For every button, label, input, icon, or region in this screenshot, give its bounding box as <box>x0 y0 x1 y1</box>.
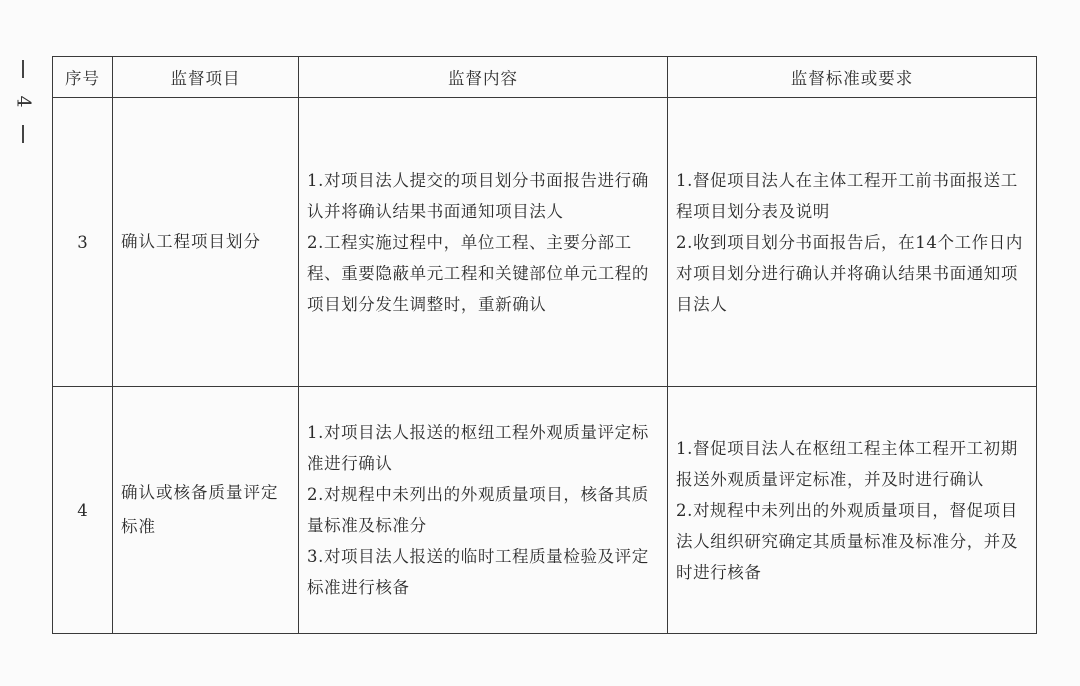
row-item: 确认或核备质量评定标准 <box>113 387 299 634</box>
table-header-row <box>53 57 1037 98</box>
row-content <box>299 98 668 387</box>
header-content: 监督内容 <box>299 57 668 98</box>
standard-line: 1.督促项目法人在枢纽工程主体工程开工初期报送外观质量评定标准，并及时进行确认 <box>676 438 1018 489</box>
row-standard <box>668 98 1037 387</box>
row-standard <box>668 387 1037 634</box>
content-line: 1.对项目法人提交的项目划分书面报告进行确认并将确认结果书面通知项目法人 <box>307 170 649 221</box>
page-number-dash-top <box>22 60 24 78</box>
row-seq: 3 <box>53 98 113 387</box>
content-line: 3.对项目法人报送的临时工程质量检验及评定标准进行核备 <box>307 547 649 597</box>
content-line: 2.对规程中未列出的外观质量项目，核备其质量标准及标准分 <box>307 485 649 535</box>
header-seq: 序号 <box>53 57 113 98</box>
row-content <box>299 387 668 634</box>
supervision-table <box>52 56 1037 634</box>
standard-line: 2.对规程中未列出的外观质量项目，督促项目法人组织研究确定其质量标准及标准分，并及时进行核备 <box>676 500 1018 582</box>
standard-line: 2.收到项目划分书面报告后，在14个工作日内对项目划分进行确认并将确认结果书面通知项目法人 <box>676 232 1023 314</box>
content-line: 2.工程实施过程中，单位工程、主要分部工程、重要隐蔽单元工程和关键部位单元工程的项目划分发生调整时，重新确认 <box>307 232 649 314</box>
page-number <box>8 60 38 143</box>
row-item: 确认工程项目划分 <box>113 98 299 387</box>
page-number-value: 4 <box>12 95 35 108</box>
content-line: 1.对项目法人报送的枢纽工程外观质量评定标准进行确认 <box>307 423 649 473</box>
header-standard: 监督标准或要求 <box>668 57 1037 98</box>
table-row <box>53 387 1037 634</box>
page-number-dash-bottom <box>22 125 24 143</box>
table-row <box>53 98 1037 387</box>
header-item: 监督项目 <box>113 57 299 98</box>
standard-line: 1.督促项目法人在主体工程开工前书面报送工程项目划分表及说明 <box>676 170 1018 221</box>
row-seq: 4 <box>53 387 113 634</box>
